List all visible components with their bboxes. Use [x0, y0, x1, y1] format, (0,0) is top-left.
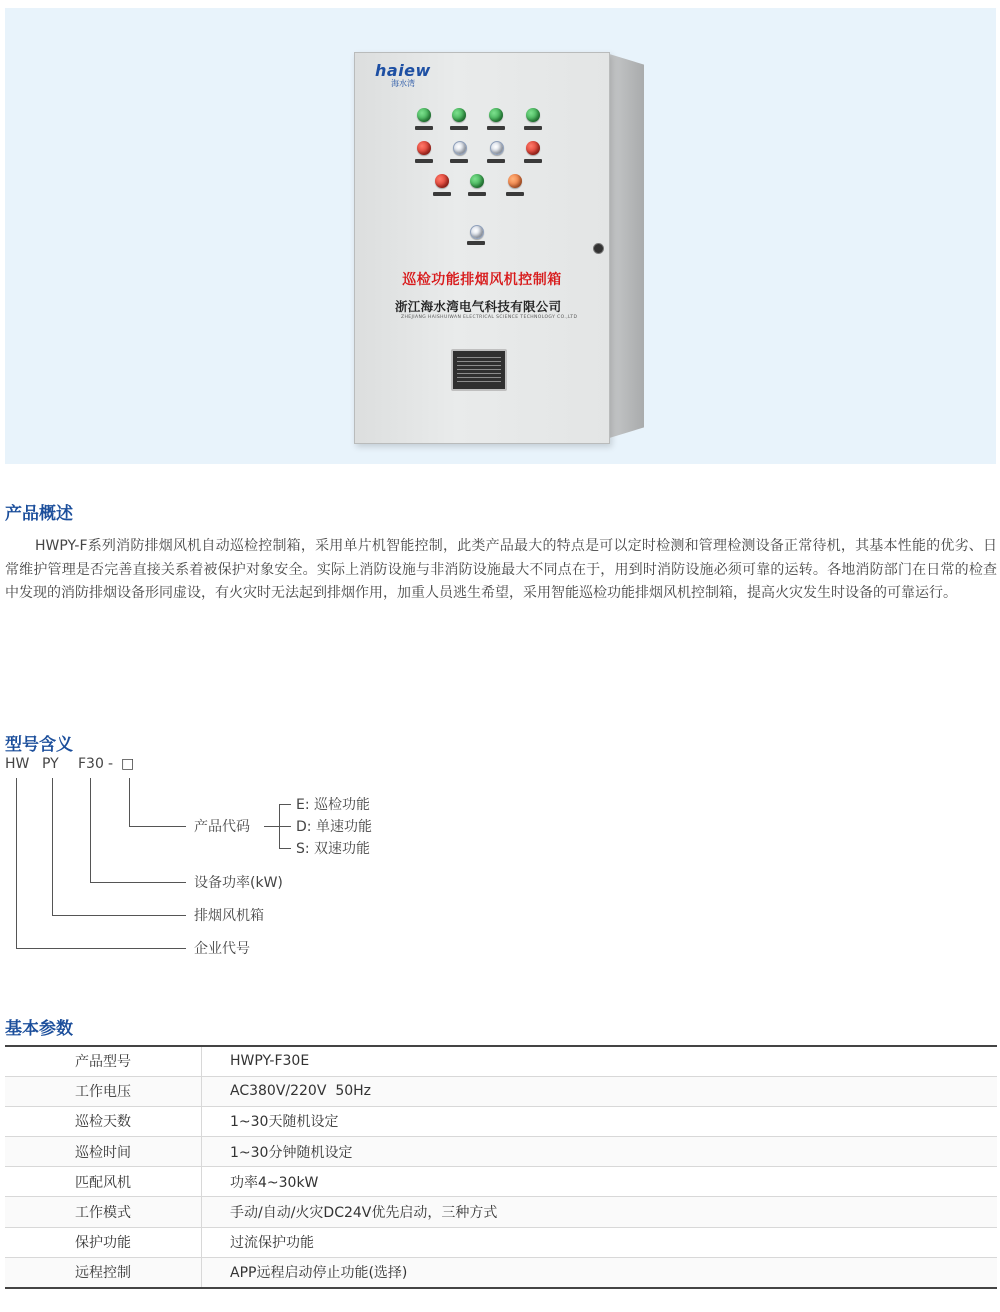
indicator-lamp-green — [470, 174, 484, 188]
indicator-lamp-green — [489, 108, 503, 122]
param-value: 1~30天随机设定 — [202, 1106, 998, 1136]
selector-knob — [490, 141, 504, 155]
section-title-model: 型号含义 — [5, 735, 73, 755]
table-row — [5, 1257, 997, 1287]
lamp-label-plate — [487, 126, 505, 130]
lamp-label-plate — [524, 159, 542, 163]
table-row — [5, 1137, 997, 1167]
code-part-dash: - — [108, 756, 114, 772]
code-part-f30: F30 — [78, 756, 104, 772]
bracket-line — [279, 804, 291, 805]
lamp-label-plate — [433, 192, 451, 196]
bracket-line — [279, 826, 291, 827]
selector-knob — [453, 141, 467, 155]
param-key: 远程控制 — [5, 1257, 202, 1287]
table-row — [5, 1167, 997, 1197]
indicator-lamp-orange — [508, 174, 522, 188]
cabinet-company: 浙江海水湾电气科技有限公司 — [395, 299, 562, 314]
door-lock-icon — [593, 243, 604, 254]
product-code-label: 产品代码 — [194, 819, 250, 835]
connector-line — [129, 826, 186, 827]
control-cabinet — [354, 52, 610, 444]
table-row — [5, 1106, 997, 1136]
model-code-diagram — [0, 756, 500, 966]
lamp-label-plate — [415, 126, 433, 130]
connector-line — [16, 948, 186, 949]
connector-line — [90, 778, 91, 882]
connector-line — [264, 826, 279, 827]
indicator-lamp-red — [417, 141, 431, 155]
connector-line — [129, 778, 130, 826]
company-label: 企业代号 — [194, 941, 250, 957]
lamp-label-plate — [468, 192, 486, 196]
indicator-lamp-green — [526, 108, 540, 122]
param-key: 产品型号 — [5, 1046, 202, 1076]
table-row — [5, 1197, 997, 1227]
indicator-lamp-green — [452, 108, 466, 122]
switch-label-plate — [467, 241, 485, 245]
indicator-lamp-green — [417, 108, 431, 122]
power-label: 设备功率(kW) — [194, 875, 283, 891]
overview-paragraph: HWPY-F系列消防排烟风机自动巡检控制箱，采用单片机智能控制，此类产品最大的特点是可以定时检测和管理检测设备正常待机，其基本性能的优劣、日常维护管理是否完善直接关系着被保护对象安全。实际上消防设施与非消防设施最大不同点在于，用到时消防设施必须可靠的运转。各地消防部门在日常的检查中发现的消防排烟设备形同虚设，有火灾时无法起到排烟作用，加重人员逃生希望，采用智能巡检功能排烟风机控制箱，提高火灾发生时设备的可靠运行。 — [5, 538, 997, 602]
section-title-params: 基本参数 — [5, 1019, 73, 1039]
section-title-overview: 产品概述 — [5, 504, 73, 524]
param-value: APP远程启动停止功能(选择) — [202, 1257, 998, 1287]
code-part-box: □ — [121, 756, 135, 772]
bracket-line — [279, 848, 291, 849]
lamp-label-plate — [487, 159, 505, 163]
table-row — [5, 1046, 997, 1076]
param-key: 工作模式 — [5, 1197, 202, 1227]
code-part-py: PY — [42, 756, 59, 772]
cabinet-side-panel — [606, 53, 644, 439]
param-value: 手动/自动/火灾DC24V优先启动，三种方式 — [202, 1197, 998, 1227]
code-part-hw: HW — [5, 756, 30, 772]
param-value: 功率4~30kW — [202, 1167, 998, 1197]
box-label: 排烟风机箱 — [194, 908, 264, 924]
logo-subtext: 海水湾 — [391, 79, 415, 88]
param-key: 工作电压 — [5, 1076, 202, 1106]
connector-line — [16, 778, 17, 948]
param-value: 过流保护功能 — [202, 1227, 998, 1257]
indicator-lamp-red — [526, 141, 540, 155]
option-s: S: 双速功能 — [296, 841, 371, 857]
param-value: HWPY-F30E — [202, 1046, 998, 1076]
cabinet-company-en: ZHEJIANG HAISHUIWAN ELECTRICAL SCIENCE TECHNOLOGY CO.,LTD — [401, 315, 578, 320]
product-image — [5, 8, 996, 464]
connector-line — [52, 915, 186, 916]
param-key: 巡检时间 — [5, 1137, 202, 1167]
param-key: 保护功能 — [5, 1227, 202, 1257]
cabinet-nameplate — [451, 349, 507, 391]
param-value: AC380V/220V 50Hz — [202, 1076, 998, 1106]
connector-line — [52, 778, 53, 915]
param-key: 巡检天数 — [5, 1106, 202, 1136]
cabinet-title: 巡检功能排烟风机控制箱 — [402, 272, 562, 288]
lamp-label-plate — [524, 126, 542, 130]
key-switch — [470, 225, 484, 239]
param-key: 匹配风机 — [5, 1167, 202, 1197]
option-d: D: 单速功能 — [296, 819, 372, 835]
lamp-label-plate — [506, 192, 524, 196]
brand-logo — [375, 63, 431, 89]
connector-line — [90, 882, 186, 883]
logo-text: haiew — [375, 61, 431, 80]
indicator-lamp-red — [435, 174, 449, 188]
lamp-label-plate — [450, 126, 468, 130]
table-row — [5, 1227, 997, 1257]
params-table — [5, 1045, 997, 1289]
lamp-label-plate — [450, 159, 468, 163]
lamp-label-plate — [415, 159, 433, 163]
table-row — [5, 1076, 997, 1106]
option-e: E: 巡检功能 — [296, 797, 371, 813]
param-value: 1~30分钟随机设定 — [202, 1137, 998, 1167]
